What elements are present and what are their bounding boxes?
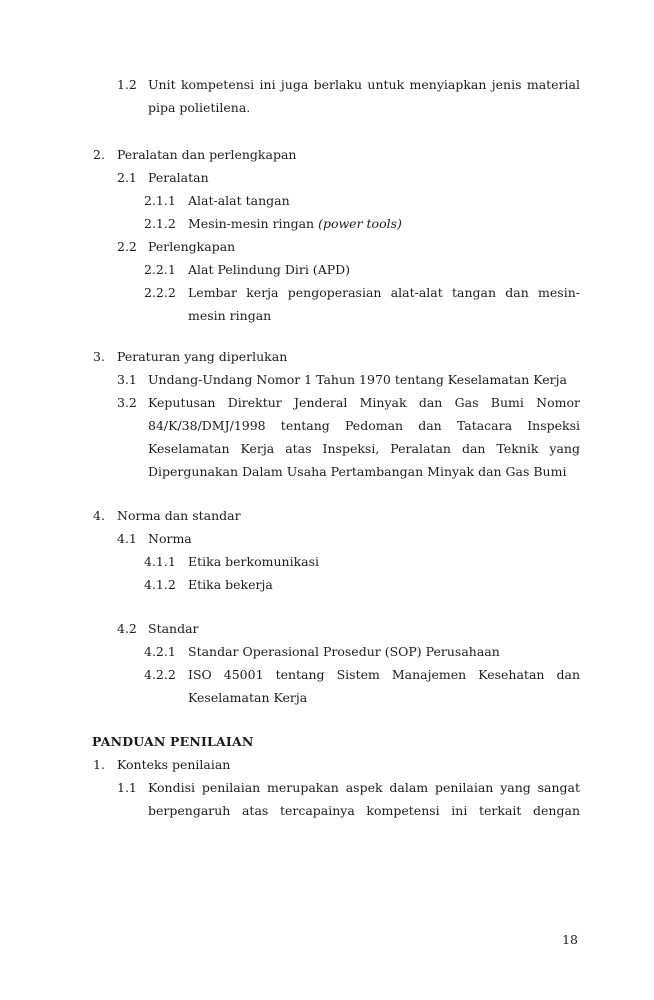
item-number: 2. <box>93 147 105 162</box>
page-number: 18 <box>562 932 578 947</box>
section-heading-text <box>92 730 580 753</box>
item-text <box>148 776 580 822</box>
item-text <box>117 143 580 166</box>
item-text <box>117 345 580 368</box>
list-item-2-2 <box>117 235 580 258</box>
item-number: 1. <box>93 757 105 772</box>
item-number: 1.2 <box>117 77 137 92</box>
list-item-4-2-2 <box>144 663 580 709</box>
list-item-2-1-1 <box>144 189 580 212</box>
item-text <box>188 573 580 596</box>
text-line: Perlengkapan <box>148 239 236 254</box>
list-item-1-2 <box>117 73 580 119</box>
text-line: 84/K/38/DMJ/1998 tentang Pedoman dan Tatacara Inspeksi <box>148 418 580 433</box>
blank-line <box>0 327 654 345</box>
item-text <box>188 663 580 709</box>
list-item-4-1-2 <box>144 573 580 596</box>
item-number: 2.1.2 <box>144 216 176 231</box>
text-line: Mesin-mesin ringan (power tools) <box>188 216 402 231</box>
item-text <box>148 527 580 550</box>
item-number: 2.1.1 <box>144 193 176 208</box>
blank-line <box>0 709 654 730</box>
list-item-4 <box>93 504 580 527</box>
item-number: 1.1 <box>117 780 137 795</box>
item-number: 4.1.1 <box>144 554 176 569</box>
item-number: 2.2.1 <box>144 262 176 277</box>
item-text <box>148 617 580 640</box>
list-item-2-2-1 <box>144 258 580 281</box>
item-number: 3.1 <box>117 372 137 387</box>
item-text <box>188 281 580 327</box>
list-item-4-2-1 <box>144 640 580 663</box>
text-line: Kondisi penilaian merupakan aspek dalam penilaian yang sangat <box>148 780 580 795</box>
text-line: Konteks penilaian <box>117 757 231 772</box>
section-heading-panduan-penilaian <box>92 730 580 753</box>
text-line: Keputusan Direktur Jenderal Minyak dan Gas Bumi Nomor <box>148 395 580 410</box>
item-text <box>117 753 580 776</box>
blank-line <box>0 596 654 617</box>
list-item-4-1-1 <box>144 550 580 573</box>
text-line: Alat-alat tangan <box>188 193 290 208</box>
list-item-3 <box>93 345 580 368</box>
item-text <box>148 235 580 258</box>
text-line: Unit kompetensi ini juga berlaku untuk menyiapkan jenis material <box>148 77 580 92</box>
item-number: 4. <box>93 508 105 523</box>
list-item-3-1 <box>117 368 580 391</box>
blank-line <box>0 119 654 143</box>
item-text <box>188 258 580 281</box>
text-line: Standar Operasional Prosedur (SOP) Perusahaan <box>188 644 500 659</box>
item-number: 4.1.2 <box>144 577 176 592</box>
item-text <box>188 189 580 212</box>
list-item-2-1-2 <box>144 212 580 235</box>
list-item-3-2 <box>117 391 580 483</box>
item-text <box>148 166 580 189</box>
list-item-4-2 <box>117 617 580 640</box>
text-line: Norma <box>148 531 192 546</box>
list-item-4-1 <box>117 527 580 550</box>
item-text <box>188 212 580 235</box>
text-line: Peralatan dan perlengkapan <box>117 147 297 162</box>
item-text <box>188 640 580 663</box>
item-text <box>188 550 580 573</box>
list-item-k1-1 <box>117 776 580 822</box>
blank-line <box>0 483 654 504</box>
list-item-2 <box>93 143 580 166</box>
text-line: pipa polietilena. <box>148 100 251 115</box>
text-line: Peralatan <box>148 170 209 185</box>
item-number: 4.2.2 <box>144 667 176 682</box>
text-line: Alat Pelindung Diri (APD) <box>188 262 351 277</box>
text-line: mesin ringan <box>188 308 272 323</box>
item-text <box>117 504 580 527</box>
item-number: 2.2 <box>117 239 137 254</box>
text-line: Standar <box>148 621 199 636</box>
item-text <box>148 368 580 391</box>
text-line: Peraturan yang diperlukan <box>117 349 288 364</box>
text-line: Keselamatan Kerja atas Inspeksi, Peralatan dan Teknik yang <box>148 441 580 456</box>
text-line: Norma dan standar <box>117 508 241 523</box>
text-line: Etika berkomunikasi <box>188 554 320 569</box>
item-text <box>148 391 580 483</box>
text-line: Keselamatan Kerja <box>188 690 308 705</box>
list-item-2-2-2 <box>144 281 580 327</box>
item-number: 2.2.2 <box>144 285 176 300</box>
item-number: 4.2.1 <box>144 644 176 659</box>
item-number: 4.2 <box>117 621 137 636</box>
text-line: PANDUAN PENILAIAN <box>92 734 254 749</box>
item-number: 3. <box>93 349 105 364</box>
list-item-2-1 <box>117 166 580 189</box>
item-number: 3.2 <box>117 395 137 410</box>
text-line: Etika bekerja <box>188 577 273 592</box>
item-number: 4.1 <box>117 531 137 546</box>
text-line: Lembar kerja pengoperasian alat-alat tangan dan mesin- <box>188 285 580 300</box>
item-text <box>148 73 580 119</box>
item-number: 2.1 <box>117 170 137 185</box>
text-line: Undang-Undang Nomor 1 Tahun 1970 tentang Keselamatan Kerja <box>148 372 567 387</box>
text-line: Dipergunakan Dalam Usaha Pertambangan Minyak dan Gas Bumi <box>148 464 567 479</box>
text-line: berpengaruh atas tercapainya kompetensi ini terkait dengan <box>148 803 580 818</box>
text-line: ISO 45001 tentang Sistem Manajemen Kesehatan dan <box>188 667 580 682</box>
list-item-k1 <box>93 753 580 776</box>
